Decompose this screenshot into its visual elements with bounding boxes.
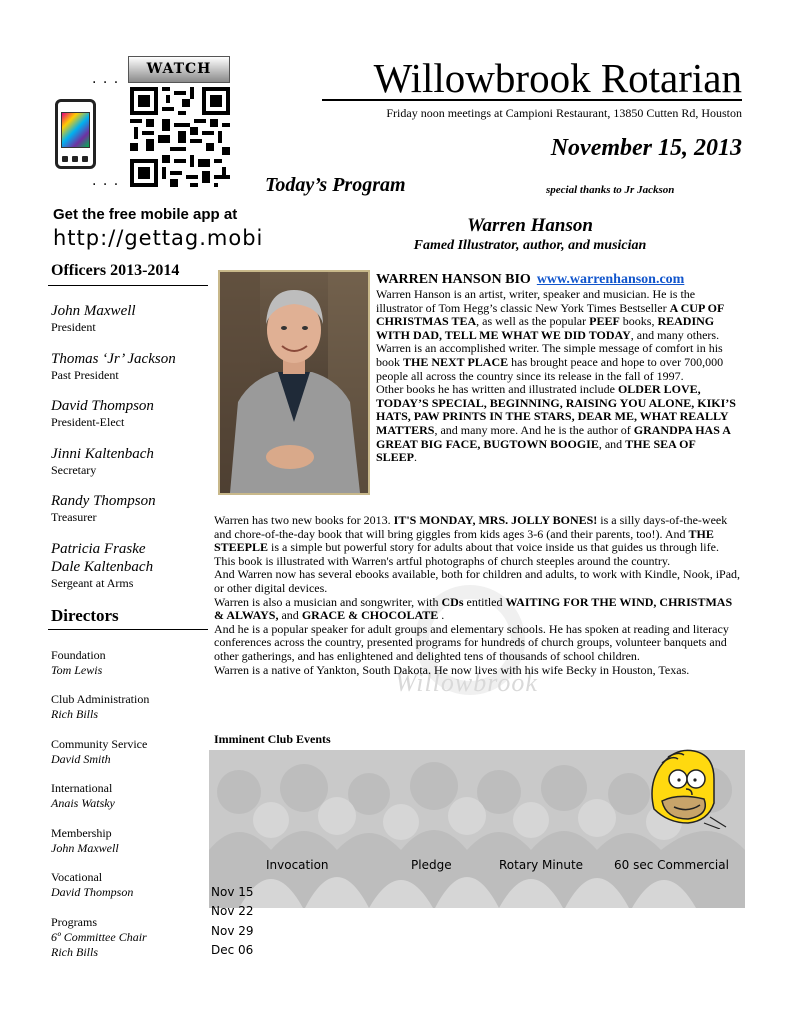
officer-title: Secretary xyxy=(51,463,97,477)
book-title: OLDER LOVE, TODAY’S SPECIAL, BEGINNING, RAISING YOU ALONE, KIKI’S HATS, PAW PRINTS IN THE STARS, DEAR ME, WHAT REALLY MATTERS xyxy=(376,382,736,437)
director-area: Programs xyxy=(51,915,97,929)
bio-heading xyxy=(376,272,738,288)
officer-name-second: Dale Kaltenbach xyxy=(51,559,154,575)
bio-text: . xyxy=(414,450,418,465)
directors-divider xyxy=(48,629,208,630)
officers-divider xyxy=(48,285,208,286)
officer-name: Randy Thompson xyxy=(51,493,156,509)
dotted-line-top: . . . xyxy=(92,71,120,87)
bio-text: is a simple but powerful story for adults about that voice inside us that guides us through life. This book is illustrated with Warren's artful photographs of church steeples around the country. xyxy=(214,540,719,568)
officer-name: John Maxwell xyxy=(51,303,136,319)
bio-text: entitled xyxy=(463,594,506,609)
event-date: Nov 22 xyxy=(211,904,254,918)
bio-heading-text: WARREN HANSON BIO xyxy=(376,272,531,287)
bio-paragraph-1 xyxy=(376,288,738,342)
bio-top-column xyxy=(376,272,738,465)
bio-text: , and many more. And he is the author of xyxy=(434,422,634,437)
officer-name: Thomas ‘Jr’ Jackson xyxy=(51,351,176,367)
book-title: THE NEXT PLACE xyxy=(403,354,509,369)
bio-text: Warren has two new books for 2013. xyxy=(214,513,394,527)
book-title: A CUP OF CHRISTMAS TEA xyxy=(376,300,724,329)
officer-name: Jinni Kaltenbach xyxy=(51,446,154,462)
bio-paragraph-7: And he is a popular speaker for adult groups and elementary schools. He has spoken at reading and literacy conferences across the country, presented programs for hundreds of church groups, volunteer banquets and other gatherings, and has enlightened and delighted tens of thousands of school children. xyxy=(214,621,729,663)
director-entry xyxy=(51,648,106,678)
bio-text: Other books he has written and illustrated include xyxy=(376,382,618,397)
app-promo-text: Get the free mobile app at xyxy=(53,206,238,223)
event-date: Nov 29 xyxy=(211,924,254,938)
bio-text: Warren Hanson is an artist, writer, speaker and musician. He is the illustrator of Tom Hegg’s classic New York Times Bestseller xyxy=(376,287,696,315)
bio-text: has brought peace and hope to over 700,000 people all across the country since its release in the fall of 1997. xyxy=(376,354,724,383)
speaker-photo xyxy=(218,270,370,495)
bio-paragraph-2 xyxy=(376,342,738,383)
director-person: 6º Committee Chair xyxy=(51,930,147,944)
book-title: IT'S MONDAY, MRS. JOLLY BONES! xyxy=(393,513,598,527)
bio-text: Warren is an accomplished writer. The simple message of comfort in his book xyxy=(376,341,723,369)
book-title: THE SEA OF SLEEP xyxy=(376,436,696,465)
book-title: WAITING FOR THE WIND, CHRISTMAS & ALWAYS, xyxy=(214,594,733,623)
director-person: David Thompson xyxy=(51,885,134,899)
bio-text: and xyxy=(278,608,302,623)
book-title: CDs xyxy=(441,594,464,609)
bio-paragraph-8: Warren is a native of Yankton, South Dakota. He now lives with his wife Becky in Houston, Texas. xyxy=(214,662,690,677)
director-person: Tom Lewis xyxy=(51,663,103,677)
director-person: John Maxwell xyxy=(51,841,119,855)
bio-text: is a silly days-of-the-week and chore-of-the-day book that will bring giggles from kids ages 3-6 (and their parents, too!). And xyxy=(214,513,728,541)
officer-title: Past President xyxy=(51,368,119,382)
homer-simpson-clipart xyxy=(648,745,730,829)
bio-paragraph-6 xyxy=(214,596,742,623)
director-person: Anais Watsky xyxy=(51,796,115,810)
book-title: READING WITH DAD, TELL ME WHAT WE DID TODAY xyxy=(376,314,715,342)
officer-title: Sergeant at Arms xyxy=(51,576,134,590)
director-entry xyxy=(51,737,147,767)
book-title: GRANDPA HAS A GREAT BIG FACE, BUGTOWN BOOGIE xyxy=(376,422,731,451)
willowbrook-watermark: Willowbrook xyxy=(395,668,538,697)
director-entry xyxy=(51,870,133,900)
director-person: David Smith xyxy=(51,752,111,766)
director-person: Rich Bills xyxy=(51,707,98,721)
officer-name: Patricia Fraske xyxy=(51,541,146,557)
dotted-line-bottom: . . . xyxy=(92,173,120,189)
officer-name: David Thompson xyxy=(51,398,154,414)
officer-entry xyxy=(51,350,176,383)
bio-text: , and xyxy=(598,436,626,451)
bio-text: , as well as the popular xyxy=(476,314,590,329)
meeting-info: Friday noon meetings at Campioni Restaurant, 13850 Cutten Rd, Houston xyxy=(386,106,742,120)
book-title: THE STEEPLE xyxy=(214,526,714,555)
smartphone-icon xyxy=(55,99,96,169)
event-column-rotary-minute: Rotary Minute xyxy=(499,858,584,872)
event-date: Nov 15 xyxy=(211,885,254,899)
events-heading: Imminent Club Events xyxy=(214,732,331,746)
director-entry xyxy=(51,915,147,960)
bio-paragraph-4 xyxy=(214,514,742,568)
director-entry xyxy=(51,826,119,856)
officer-title: President-Elect xyxy=(51,415,125,429)
officer-entry xyxy=(51,302,136,335)
officer-entry xyxy=(51,397,154,430)
book-title: PEEF xyxy=(589,314,620,329)
director-entry xyxy=(51,692,149,722)
program-heading: Today’s Program xyxy=(265,174,406,196)
director-area: Community Service xyxy=(51,737,148,751)
director-area: Membership xyxy=(51,826,112,840)
bio-text: Warren is also a musician and songwriter, with xyxy=(214,594,442,609)
officer-entry xyxy=(51,445,154,478)
qr-code-icon[interactable] xyxy=(130,87,230,187)
event-column-60-sec-commercial: 60 sec Commercial xyxy=(614,858,729,872)
event-column-pledge: Pledge xyxy=(411,858,452,872)
book-title: GRACE & CHOCOLATE xyxy=(301,608,439,623)
officer-entry xyxy=(51,540,153,591)
bio-paragraph-5: And Warren now has several ebooks available, both for children and adults, to work with Kindle, Nook, iPad, or other digital devices. xyxy=(214,567,741,595)
issue-date: November 15, 2013 xyxy=(550,135,742,161)
newsletter-title: Willowbrook Rotarian xyxy=(322,55,742,101)
program-thanks: special thanks to Jr Jackson xyxy=(546,184,675,196)
director-area: Vocational xyxy=(51,870,103,884)
event-column-invocation: Invocation xyxy=(266,858,329,872)
bio-bottom-column xyxy=(214,514,742,677)
watch-banner: WATCH xyxy=(128,56,230,83)
director-entry xyxy=(51,781,115,811)
officer-title: Treasurer xyxy=(51,510,97,524)
app-url-link[interactable]: http://gettag.mobi xyxy=(53,226,264,250)
director-area: Foundation xyxy=(51,648,106,662)
bio-text: , and many others. xyxy=(630,327,720,342)
bio-paragraph-3 xyxy=(376,383,738,465)
officer-title: President xyxy=(51,320,96,334)
directors-heading: Directors xyxy=(51,606,119,625)
speaker-name: Warren Hanson xyxy=(467,215,593,236)
speaker-role: Famed Illustrator, author, and musician xyxy=(413,238,647,253)
director-person-second: Rich Bills xyxy=(51,945,98,959)
director-area: International xyxy=(51,781,113,795)
speaker-website-link[interactable]: www.warrenhanson.com xyxy=(536,272,685,287)
bio-text: books, xyxy=(619,314,658,329)
bio-text: . xyxy=(438,608,445,623)
officer-entry xyxy=(51,492,156,525)
event-date: Dec 06 xyxy=(211,943,254,957)
officers-heading: Officers 2013-2014 xyxy=(51,262,180,279)
director-area: Club Administration xyxy=(51,692,150,706)
